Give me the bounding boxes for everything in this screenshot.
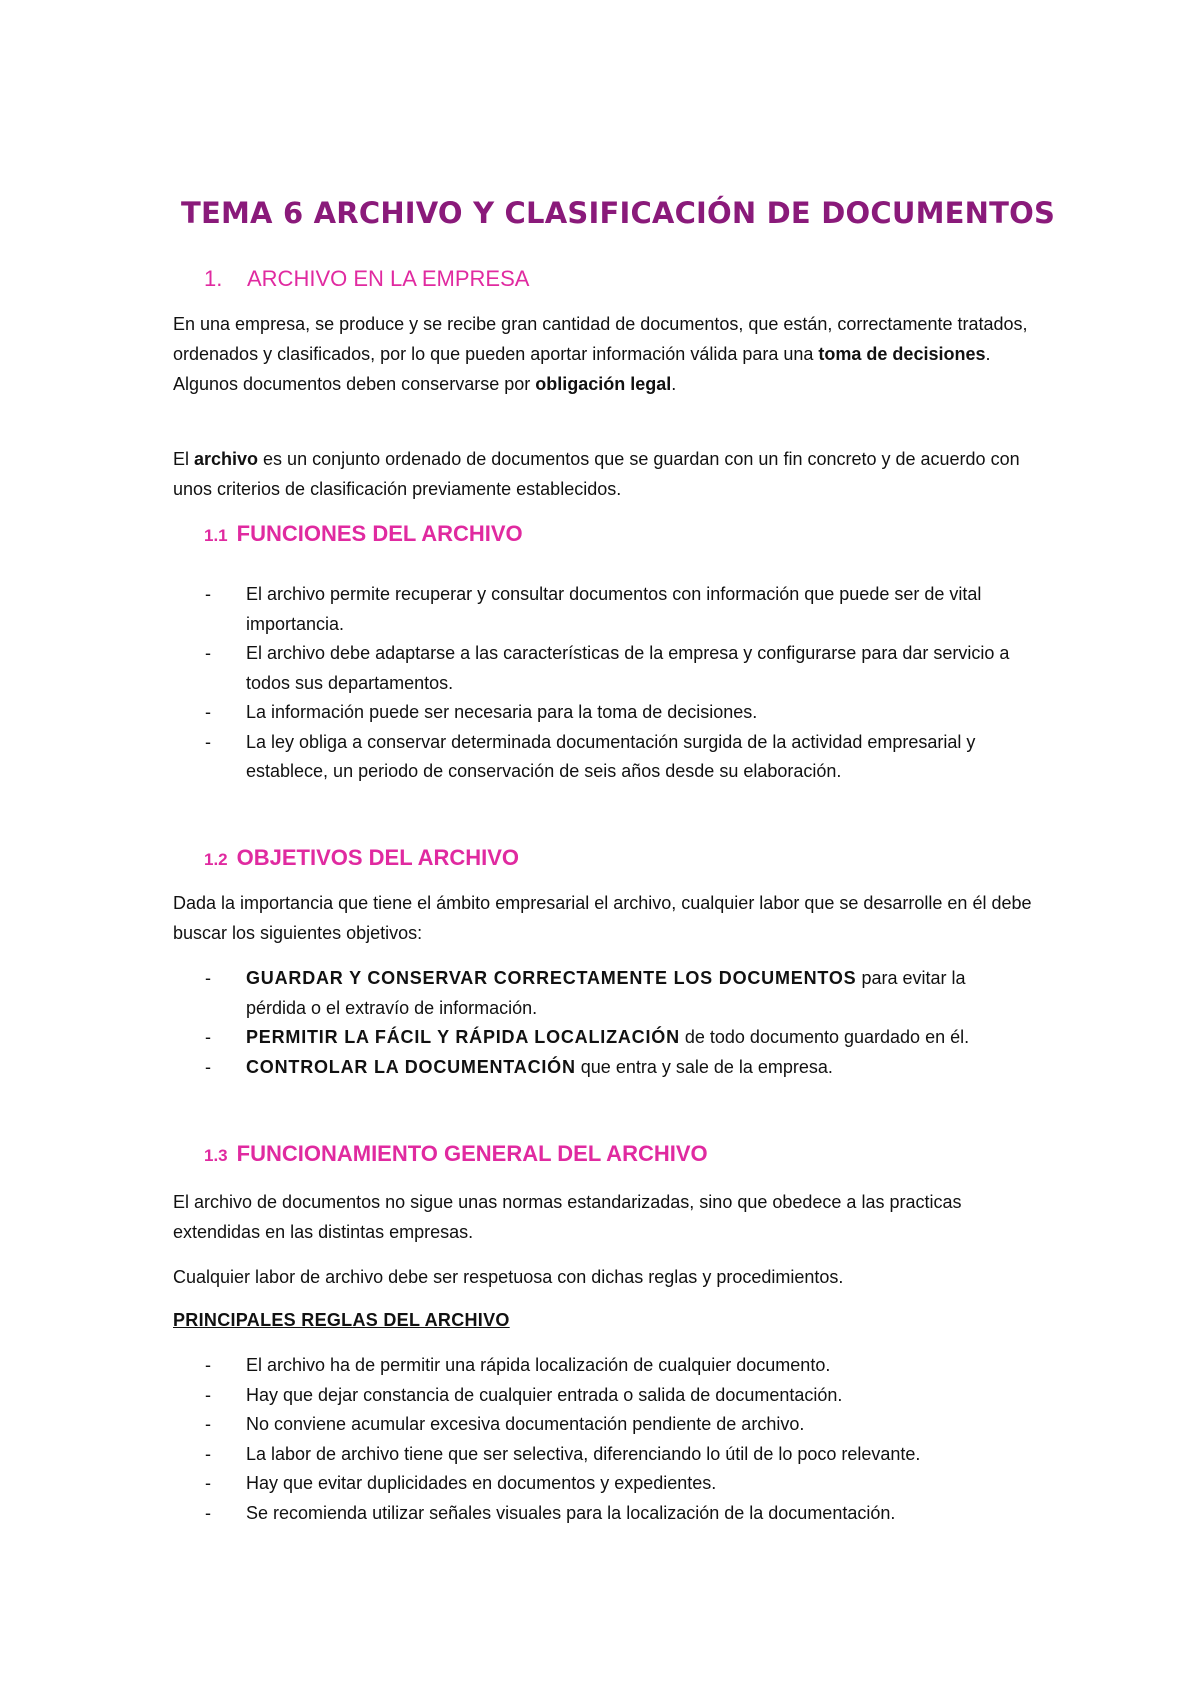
bold-term: obligación legal — [535, 374, 672, 394]
section-1-2-title: OBJETIVOS DEL ARCHIVO — [236, 845, 520, 870]
bullet-dash: - — [205, 1027, 211, 1047]
document-title: TEMA 6 ARCHIVO Y CLASIFICACIÓN DE DOCUMENTOS — [181, 196, 1056, 230]
section-1-1-number: 1.1 — [204, 526, 228, 545]
text-run: El — [173, 449, 195, 469]
section-1-3-title: FUNCIONAMIENTO GENERAL DEL ARCHIVO — [236, 1141, 708, 1166]
list-item-text: La información puede ser necesaria para la toma de decisiones. — [246, 702, 758, 722]
bullet-dash: - — [205, 1355, 211, 1375]
list-item-text: El archivo ha de permitir una rápida localización de cualquier documento. — [246, 1355, 831, 1375]
bullet-dash: - — [205, 1473, 211, 1493]
list-item-text: El archivo debe adaptarse a las características de la empresa y configurarse para dar servicio a todos sus departamentos. — [246, 643, 1010, 693]
bullet-dash: - — [205, 643, 211, 663]
bullet-dash: - — [205, 1056, 211, 1077]
bullet-dash: - — [205, 702, 211, 722]
list-item-text: El archivo permite recuperar y consultar documentos con información que puede ser de vital importancia. — [246, 584, 982, 634]
list-item-text: La labor de archivo tiene que ser selectiva, diferenciando lo útil de lo poco relevante. — [246, 1443, 921, 1464]
document-page — [173, 0, 1056, 1696]
list-item-text: Se recomienda utilizar señales visuales para la localización de la documentación. — [246, 1502, 896, 1523]
list-item — [173, 1053, 1033, 1083]
list-item — [173, 1381, 1033, 1411]
section-1-title: ARCHIVO EN LA EMPRESA — [247, 266, 530, 291]
objective-title: GUARDAR Y CONSERVAR CORRECTAMENTE LOS DOCUMENTOS — [246, 968, 857, 988]
section-1-paragraph-2 — [173, 444, 1033, 504]
section-1-2-number: 1.2 — [204, 850, 228, 869]
text-run: es un conjunto ordenado de documentos que se guardan con un fin concreto y de acuerdo con unos criterios de clasificación previamente establecidos. — [173, 449, 1020, 499]
bold-term: toma de decisiones — [818, 344, 986, 364]
objective-title: PERMITIR LA FÁCIL Y RÁPIDA LOCALIZACIÓN — [246, 1027, 680, 1047]
bullet-dash: - — [205, 1414, 211, 1434]
section-1-3-heading — [204, 1141, 708, 1167]
objectives-list — [173, 964, 1033, 1082]
section-1-1-heading — [204, 521, 523, 547]
bullet-dash: - — [205, 731, 211, 752]
bullet-dash: - — [205, 1502, 211, 1523]
objective-text: de todo documento guardado en él. — [679, 1027, 970, 1047]
list-item — [173, 1351, 1033, 1381]
section-1-2-heading — [204, 845, 519, 871]
functions-list — [173, 580, 1033, 787]
section-1-2-intro: Dada la importancia que tiene el ámbito empresarial el archivo, cualquier labor que se desarrolle en él debe buscar los siguientes objetivos: — [173, 893, 1032, 943]
list-item — [173, 698, 1033, 728]
bullet-dash: - — [205, 1443, 211, 1464]
rules-subheading: PRINCIPALES REGLAS DEL ARCHIVO — [173, 1310, 510, 1330]
list-item-text: La ley obliga a conservar determinada documentación surgida de la actividad empresarial y establece, un periodo de conservación de seis años desde su elaboración. — [246, 731, 976, 781]
list-item — [173, 1469, 1033, 1499]
section-1-paragraph-1 — [173, 309, 1033, 399]
section-1-heading — [204, 266, 529, 292]
list-item-text: Hay que evitar duplicidades en documentos y expedientes. — [246, 1473, 717, 1493]
list-item — [173, 1440, 1033, 1470]
objective-text: que entra y sale de la empresa. — [575, 1056, 833, 1077]
list-item-text: Hay que dejar constancia de cualquier entrada o salida de documentación. — [246, 1384, 843, 1405]
list-item — [173, 580, 1033, 639]
list-item — [173, 639, 1033, 698]
rules-list — [173, 1351, 1033, 1528]
objective-text: para evitar la pérdida o el extravío de información. — [246, 968, 966, 1018]
text-run: En una empresa, se produce y se recibe gran cantidad de documentos, que están, correctamente tratados, ordenados y clasificados, por lo que pueden aportar información válida para una — [173, 314, 1028, 364]
bullet-dash: - — [205, 1384, 211, 1405]
list-item — [173, 1023, 1033, 1053]
list-item-text: No conviene acumular excesiva documentación pendiente de archivo. — [246, 1414, 805, 1434]
section-1-3-paragraph-2: Cualquier labor de archivo debe ser respetuosa con dichas reglas y procedimientos. — [173, 1267, 844, 1287]
section-1-1-title: FUNCIONES DEL ARCHIVO — [236, 521, 523, 546]
section-1-3-number: 1.3 — [204, 1146, 228, 1165]
section-1-number: 1. — [204, 266, 223, 291]
list-item — [173, 728, 1033, 787]
list-item — [173, 964, 1033, 1023]
list-item — [173, 1410, 1033, 1440]
text-run: . Algunos documentos deben conservarse por — [173, 344, 991, 394]
objective-title: CONTROLAR LA DOCUMENTACIÓN — [246, 1056, 576, 1077]
bullet-dash: - — [205, 584, 211, 604]
section-1-3-paragraph-1: El archivo de documentos no sigue unas normas estandarizadas, sino que obedece a las practicas extendidas en las distintas empresas. — [173, 1192, 962, 1242]
bullet-dash: - — [205, 968, 211, 988]
list-item — [173, 1499, 1033, 1529]
text-run: . — [671, 374, 677, 394]
bold-term: archivo — [194, 449, 259, 469]
